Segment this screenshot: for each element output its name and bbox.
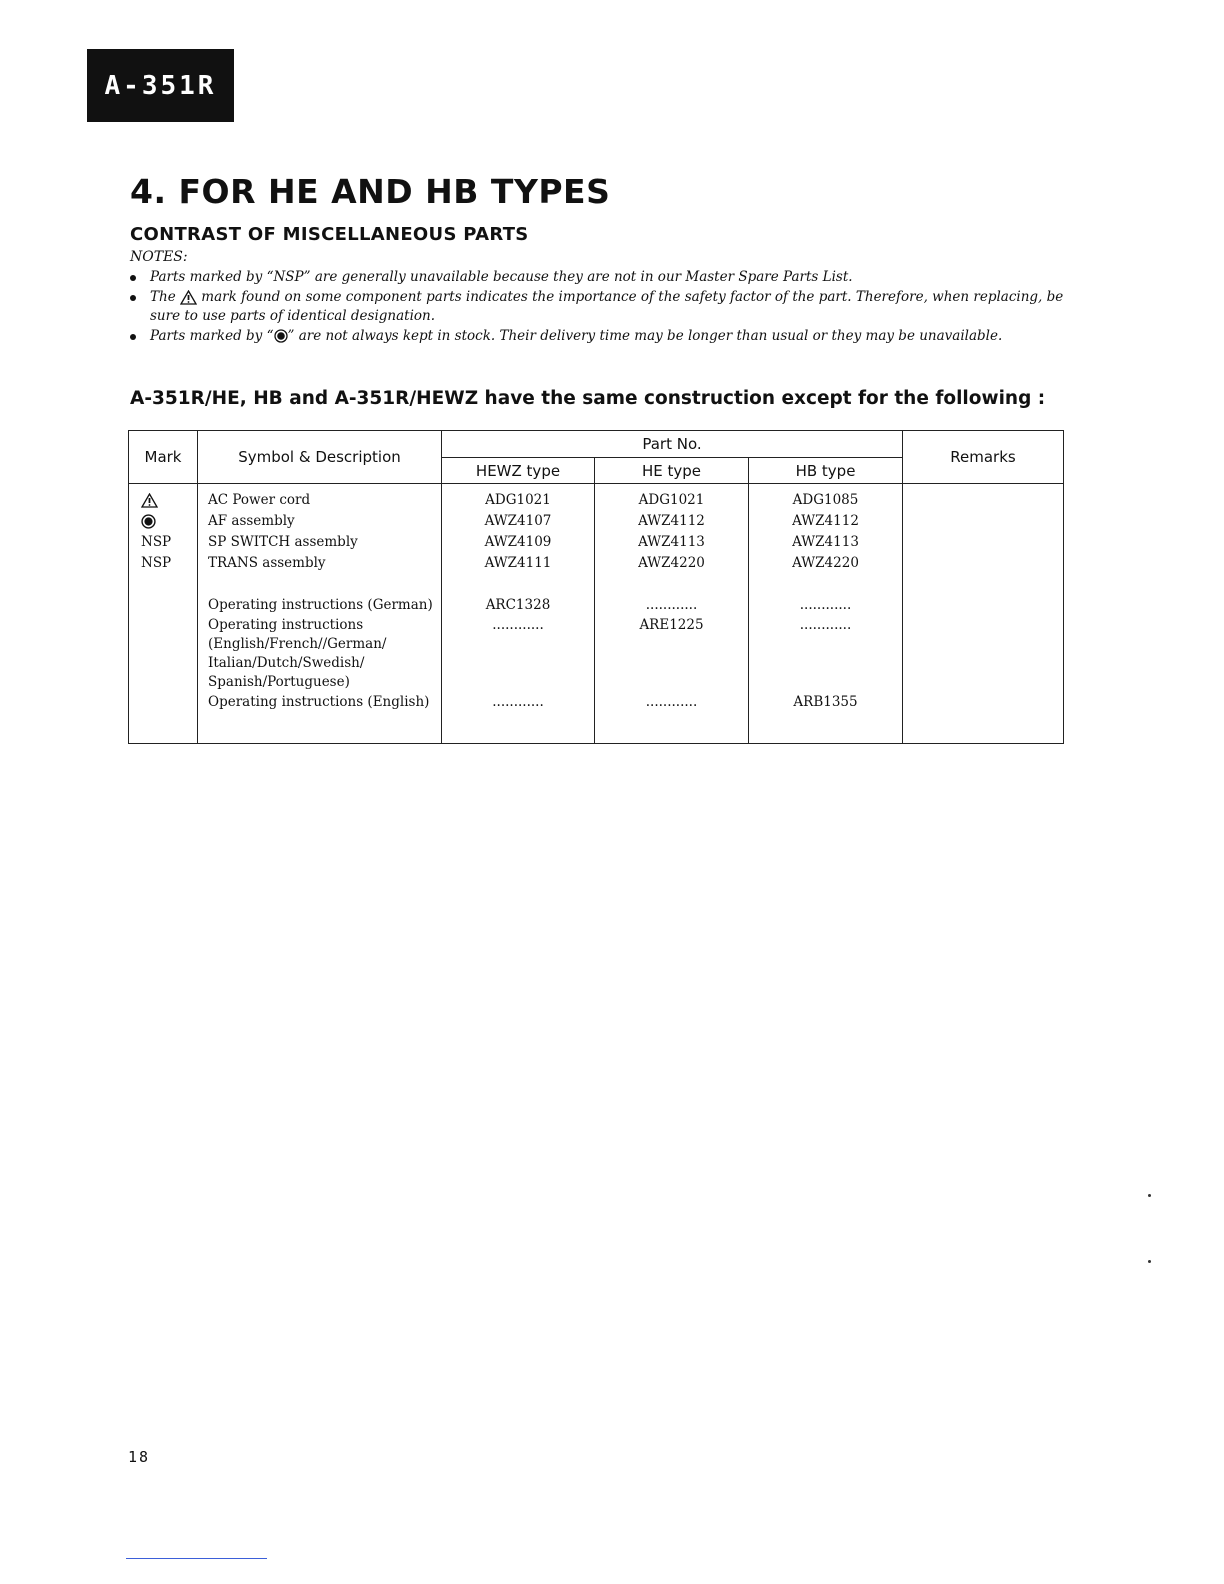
he-part-cell: AWZ4113 (595, 532, 749, 553)
remarks-cell (903, 692, 1064, 713)
table-row (129, 490, 1064, 511)
description-cell: SP SWITCH assembly (198, 532, 442, 553)
remarks-cell (903, 595, 1064, 616)
he-part-cell: AWZ4220 (595, 553, 749, 574)
mark-cell (129, 595, 198, 616)
note-text-post: ” are not always kept in stock. Their delivery time may be longer than usual or they may be unavailable. (287, 327, 1003, 344)
remarks-cell (903, 553, 1064, 574)
hewz-part-cell: ............ (442, 692, 595, 713)
column-header-remarks: Remarks (903, 431, 1064, 484)
description-cell: Operating instructions (English) (198, 692, 442, 713)
hewz-part-cell: ARC1328 (442, 595, 595, 616)
description-cell (198, 616, 442, 692)
notes-list (128, 268, 1078, 346)
column-header-hewz: HEWZ type (442, 458, 595, 484)
parts-table (128, 430, 1064, 744)
note-text-pre: Parts marked by “ (150, 327, 274, 344)
note-item (128, 268, 1078, 288)
description-line: Spanish/Portuguese) (208, 674, 350, 690)
column-header-hb: HB type (749, 458, 903, 484)
model-badge (87, 49, 234, 122)
warning-triangle-icon (141, 493, 158, 508)
hb-part-cell: ............ (749, 616, 903, 692)
table-row (129, 553, 1064, 574)
circled-dot-icon (274, 329, 288, 343)
note-text-pre: The (150, 288, 176, 305)
he-part-cell: AWZ4112 (595, 511, 749, 532)
he-part-cell: ............ (595, 692, 749, 713)
hewz-part-cell: ............ (442, 616, 595, 692)
description-cell: Operating instructions (German) (198, 595, 442, 616)
bullet-icon (130, 334, 136, 340)
hb-part-cell: ............ (749, 595, 903, 616)
note-item (128, 327, 1078, 347)
column-header-he: HE type (595, 458, 749, 484)
description-line: (English/French//German/ (208, 636, 387, 652)
hewz-part-cell: ADG1021 (442, 490, 595, 511)
note-item (128, 288, 1078, 327)
he-part-cell: ............ (595, 595, 749, 616)
mark-cell (129, 511, 198, 532)
bullet-icon (130, 275, 136, 281)
remarks-cell (903, 490, 1064, 511)
remarks-cell (903, 616, 1064, 692)
he-part-cell: ARE1225 (595, 616, 749, 692)
construction-heading: A-351R/HE, HB and A-351R/HEWZ have the same construction except for the following : (130, 388, 1046, 409)
footer-rule (126, 1558, 267, 1559)
mark-cell (129, 490, 198, 511)
table-row (129, 511, 1064, 532)
hb-part-cell: AWZ4113 (749, 532, 903, 553)
column-header-mark: Mark (129, 431, 198, 484)
hb-part-cell: AWZ4112 (749, 511, 903, 532)
mark-cell (129, 692, 198, 713)
mark-cell (129, 616, 198, 692)
table-row (129, 532, 1064, 553)
warning-triangle-icon (180, 290, 197, 305)
remarks-cell (903, 511, 1064, 532)
table-row (129, 595, 1064, 616)
bullet-icon (130, 295, 136, 301)
description-line: Italian/Dutch/Swedish/ (208, 655, 365, 671)
model-label: A-351R (104, 70, 217, 101)
note-text-post: mark found on some component parts indicates the importance of the safety factor of the part. Therefore, when replacing, be sure to use parts of identical designation. (150, 288, 1064, 324)
column-header-description: Symbol & Description (198, 431, 442, 484)
description-line: Operating instructions (208, 617, 364, 633)
section-title: 4. FOR HE AND HB TYPES (130, 172, 611, 211)
note-text: Parts marked by “NSP” are generally unavailable because they are not in our Master Spare Parts List. (150, 269, 853, 285)
column-header-part-no: Part No. (442, 431, 903, 458)
table-row (129, 692, 1064, 713)
hewz-part-cell: AWZ4111 (442, 553, 595, 574)
hb-part-cell: ARB1355 (749, 692, 903, 713)
description-cell: AF assembly (198, 511, 442, 532)
hewz-part-cell: AWZ4107 (442, 511, 595, 532)
section-subtitle: CONTRAST OF MISCELLANEOUS PARTS (130, 224, 529, 245)
notes-label: NOTES: (130, 249, 188, 265)
circled-dot-icon (141, 514, 156, 529)
hb-part-cell: ADG1085 (749, 490, 903, 511)
description-cell: TRANS assembly (198, 553, 442, 574)
table-row (129, 616, 1064, 692)
description-cell: AC Power cord (198, 490, 442, 511)
page-number: 18 (128, 1448, 151, 1466)
hb-part-cell: AWZ4220 (749, 553, 903, 574)
he-part-cell: ADG1021 (595, 490, 749, 511)
hewz-part-cell: AWZ4109 (442, 532, 595, 553)
remarks-cell (903, 532, 1064, 553)
mark-cell: NSP (129, 553, 198, 574)
scan-speck (1148, 1260, 1151, 1263)
mark-cell: NSP (129, 532, 198, 553)
scan-speck (1148, 1194, 1151, 1197)
